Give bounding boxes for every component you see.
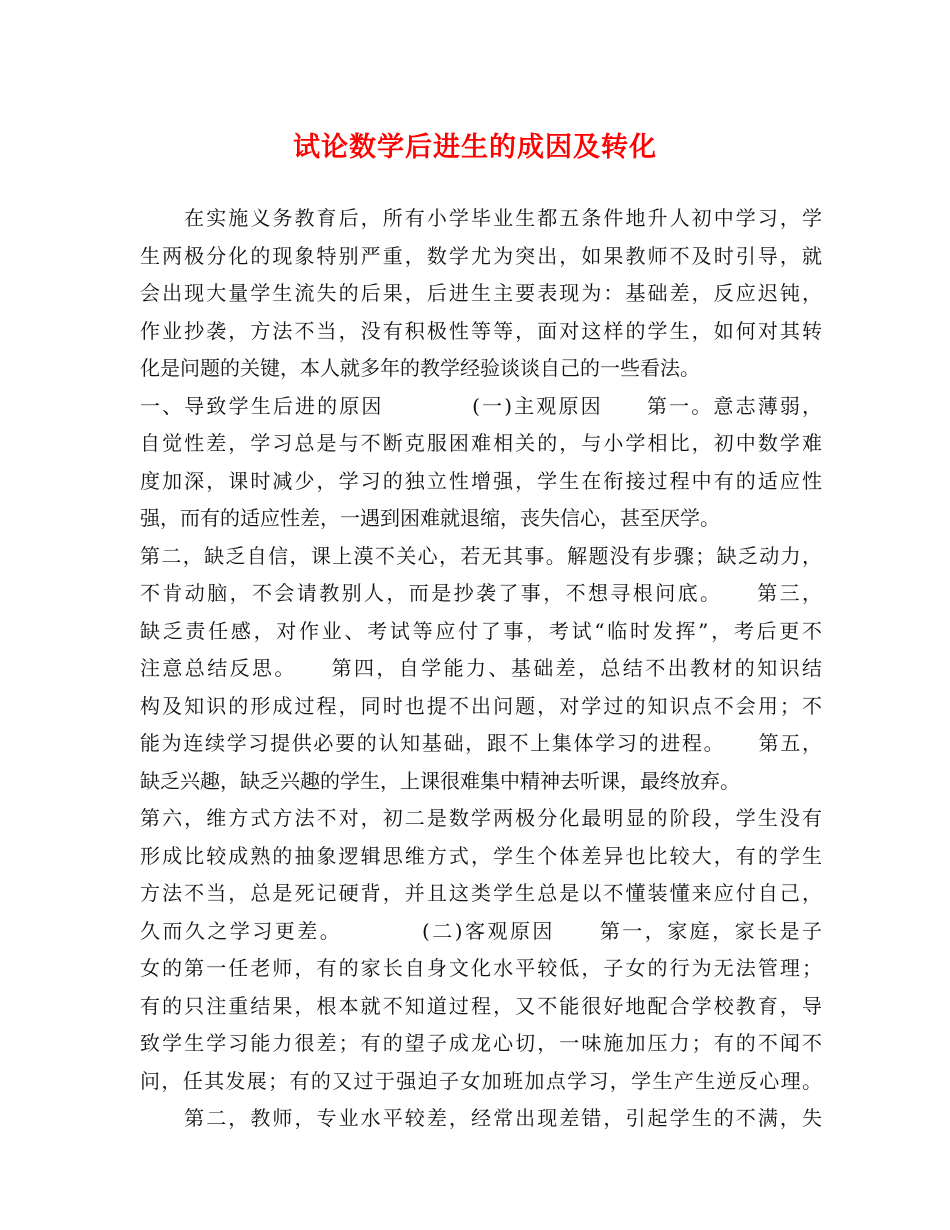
body-line: 不肯动脑，不会请教别人，而是抄袭了事，不想寻根问底。 第三，: [140, 581, 822, 605]
body-line: 强，而有的适应性差，一遇到困难就退缩，丧失信心，甚至厌学。: [140, 506, 720, 530]
body-line: 第六，维方式方法不对，初二是数学两极分化最明显的阶段，学生没有: [140, 806, 822, 830]
body-line: 第二，教师，专业水平较差，经常出现差错，引起学生的不满，失: [140, 1106, 822, 1130]
body-line: 女的第一任老师，有的家长自身文化水平较低，子女的行为无法管理；: [140, 956, 822, 980]
body-line: 注意总结反思。 第四，自学能力、基础差，总结不出教材的知识结: [140, 656, 822, 680]
body-line: 生两极分化的现象特别严重，数学尤为突出，如果教师不及时引导，就: [140, 243, 822, 268]
body-line: 有的只注重结果，根本就不知道过程，又不能很好地配合学校教育，导: [140, 993, 822, 1018]
document-body: [140, 200, 822, 1138]
body-line: 会出现大量学生流失的后果，后进生主要表现为：基础差，反应迟钝，: [140, 281, 822, 305]
body-line: 久而久之学习更差。 (二)客观原因 第一，家庭，家长是子: [140, 918, 822, 943]
body-line: 致学生学习能力很差；有的望子成龙心切，一味施加压力；有的不闻不: [140, 1031, 822, 1055]
body-line: 能为连续学习提供必要的认知基础，跟不上集体学习的进程。 第五，: [140, 731, 822, 755]
body-line: 问，任其发展；有的又过于强迫子女加班加点学习，学生产生逆反心理。: [140, 1068, 822, 1093]
body-line: 作业抄袭，方法不当，没有积极性等等，面对这样的学生，如何对其转: [140, 318, 822, 343]
body-line: 缺乏责任感，对作业、考试等应付了事，考试“临时发挥”，考后更不: [140, 618, 822, 643]
body-line: 第二，缺乏自信，课上漠不关心，若无其事。解题没有步骤；缺乏动力，: [140, 543, 822, 568]
body-line: 一、导致学生后进的原因 (一)主观原因 第一。意志薄弱，: [140, 393, 822, 418]
body-line: 在实施义务教育后，所有小学毕业生都五条件地升人初中学习，学: [140, 206, 822, 230]
body-line: 方法不当，总是死记硬背，并且这类学生总是以不懂装懂来应付自己，: [140, 881, 822, 905]
body-line: 度加深，课时减少，学习的独立性增强，学生在衔接过程中有的适应性: [140, 468, 822, 493]
document-title: 试论数学后进生的成因及转化: [293, 132, 657, 163]
body-line: 形成比较成熟的抽象逻辑思维方式，学生个体差异也比较大，有的学生: [140, 843, 822, 868]
body-line: 缺乏兴趣，缺乏兴趣的学生，上课很难集中精神去听课，最终放弃。: [140, 768, 740, 793]
body-line: 构及知识的形成过程，同时也提不出问题，对学过的知识点不会用；不: [140, 693, 822, 718]
body-line: 自觉性差，学习总是与不断克服困难相关的，与小学相比，初中数学难: [140, 431, 822, 455]
body-line: 化是问题的关键，本人就多年的教学经验谈谈自己的一些看法。: [140, 356, 700, 380]
